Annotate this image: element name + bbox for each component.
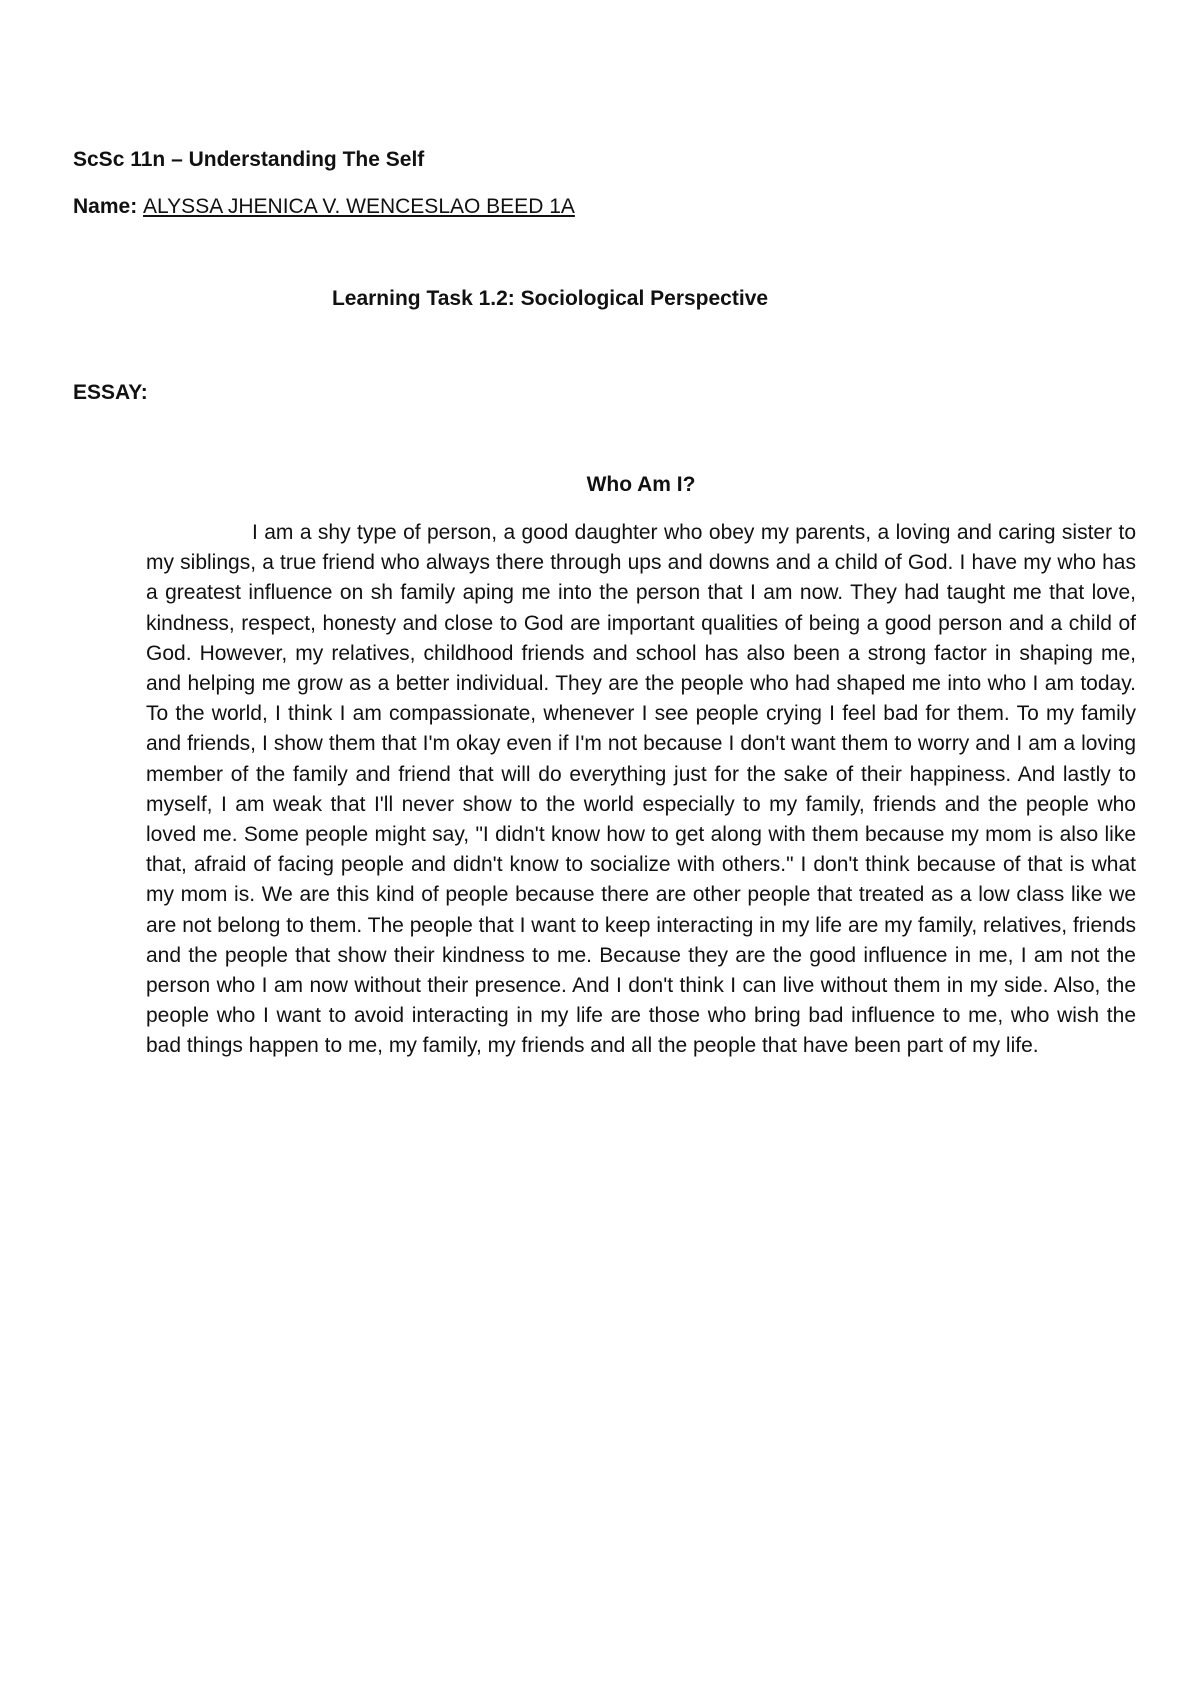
essay-label: ESSAY: [73, 381, 148, 404]
essay-body: I am a shy type of person, a good daughter who obey my parents, a loving and caring sister to my siblings, a true friend who always there through ups and downs and a child of God. I have my who has a greatest influence on sh family aping me into the person that I am now. They had taught me that love, kindness, respect, honesty and close to God are important qualities of being a good person and a child of God. However, my relatives, childhood friends and school has also been a strong factor in shaping me, and helping me grow as a better individual. They are the people who had shaped me into who I am today. To the world, I think I am compassionate, whenever I see people crying I feel bad for them. To my family and friends, I show them that I'm okay even if I'm not because I don't want them to worry and I am a loving member of the family and friend that will do everything just for the sake of their happiness. And lastly to myself, I am weak that I'll never show to the world especially to my family, friends and the people who loved me. Some people might say, "I didn't know how to get along with them because my mom is also like that, afraid of facing people and didn't know to socialize with others." I don't think because of that is what my mom is. We are this kind of people because there are other people that treated as a low class like we are not belong to them. The people that I want to keep interacting in my life are my family, relatives, friends and the people that show their kindness to me. Because they are the good influence in me, I am not the person who I am now without their presence. And I don't think I can live without them in my side. Also, the people who I want to avoid interacting in my life are those who bring bad influence to me, who wish the bad things happen to me, my family, my friends and all the people that have been part of my life. [146, 521, 1136, 1058]
student-name-line [73, 193, 575, 221]
name-label: Name: [73, 195, 138, 218]
essay-title: Who Am I? [586, 473, 696, 496]
course-title: ScSc 11n – Understanding The Self [73, 148, 425, 171]
student-name: ALYSSA JHENICA V. WENCESLAO BEED 1A [143, 195, 575, 218]
learning-task-title: Learning Task 1.2: Sociological Perspective [331, 287, 769, 310]
